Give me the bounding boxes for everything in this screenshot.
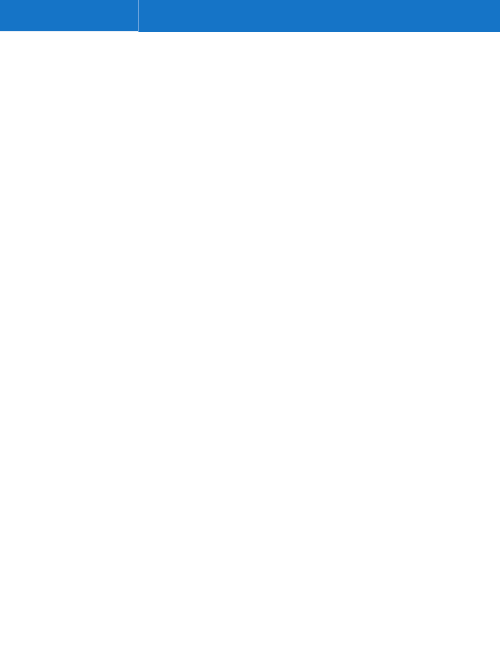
table-header (0, 0, 500, 32)
header-spec (138, 0, 500, 32)
header-name (0, 0, 138, 32)
